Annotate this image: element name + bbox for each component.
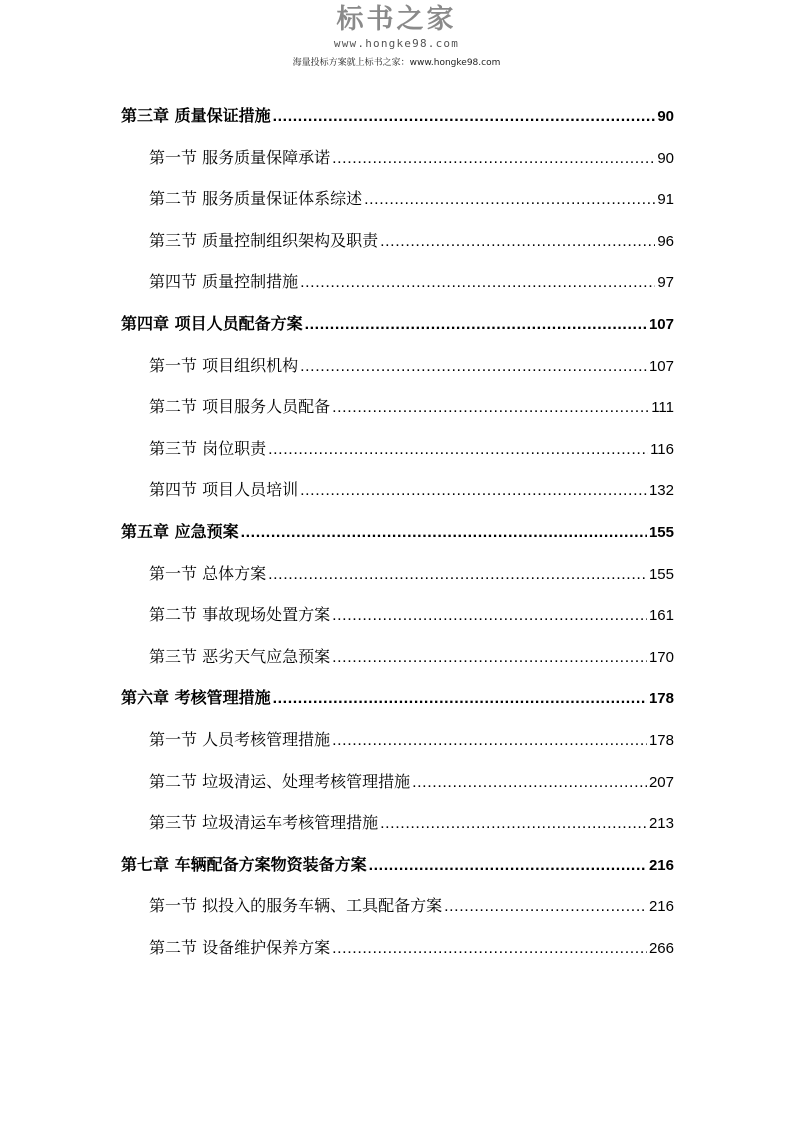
toc-dot-leader: [300, 475, 647, 507]
toc-page-number: 155: [648, 523, 674, 541]
header-tagline: 海量投标方案就上标书之家：www.hongke98.com: [292, 58, 501, 68]
toc-entry-title: 第一节 服务质量保障承诺: [149, 147, 331, 167]
toc-entry-title: 第四节 项目人员培训: [149, 480, 299, 500]
toc-chapter-entry[interactable]: [121, 682, 674, 724]
toc-page-number: 111: [651, 399, 674, 417]
toc-entry-title: 第三章 质量保证措施: [121, 106, 271, 125]
toc-entry-title: 第二节 事故现场处置方案: [149, 605, 331, 625]
toc-dot-leader: [273, 101, 656, 133]
toc-dot-leader: [305, 309, 647, 341]
toc-section-entry[interactable]: [121, 558, 674, 600]
toc-page-number: 155: [648, 565, 674, 583]
toc-dot-leader: [444, 891, 647, 923]
toc-dot-leader: [241, 517, 647, 549]
toc-dot-leader: [380, 808, 647, 840]
toc-chapter-entry[interactable]: [121, 308, 674, 350]
toc-dot-leader: [268, 434, 648, 466]
toc-section-entry[interactable]: [121, 266, 674, 308]
toc-page-number: 107: [648, 315, 674, 333]
toc-dot-leader: [369, 850, 647, 882]
toc-page-number: 97: [657, 274, 674, 292]
toc-section-entry[interactable]: [121, 766, 674, 808]
toc-page-number: 90: [657, 149, 674, 167]
toc-entry-title: 第七章 车辆配备方案物资装备方案: [121, 854, 367, 874]
toc-dot-leader: [412, 767, 647, 799]
toc-dot-leader: [364, 184, 655, 216]
toc-entry-title: 第五章 应急预案: [121, 521, 239, 541]
toc-dot-leader: [268, 559, 647, 591]
toc-entry-title: 第一节 人员考核管理措施: [149, 729, 331, 749]
toc-entry-title: 第六章 考核管理措施: [121, 688, 271, 708]
toc-page-number: 132: [648, 482, 674, 500]
toc-section-entry[interactable]: [121, 474, 674, 516]
toc-page-number: 170: [648, 648, 674, 666]
toc-section-entry[interactable]: [121, 932, 674, 974]
toc-section-entry[interactable]: [121, 142, 674, 184]
toc-dot-leader: [300, 267, 655, 299]
toc-entry-title: 第二节 垃圾清运、处理考核管理措施: [149, 771, 411, 791]
toc-page-number: 266: [648, 939, 674, 957]
toc-entry-title: 第一节 拟投入的服务车辆、工具配备方案: [149, 896, 443, 916]
toc-dot-leader: [332, 933, 647, 965]
toc-section-entry[interactable]: [121, 350, 674, 392]
toc-entry-title: 第二节 项目服务人员配备: [149, 397, 331, 417]
toc-section-entry[interactable]: [121, 890, 674, 932]
toc-section-entry[interactable]: [121, 641, 674, 683]
toc-page-number: 178: [648, 731, 674, 749]
toc-page-number: 107: [648, 357, 674, 375]
toc-entry-title: 第三节 岗位职责: [149, 438, 267, 458]
toc-page-number: 216: [648, 856, 674, 874]
toc-dot-leader: [332, 600, 647, 632]
toc-page-number: 161: [648, 607, 674, 625]
toc-page-number: 216: [648, 898, 674, 916]
brand-site-url: www.hongke98.com: [333, 37, 460, 50]
toc-dot-leader: [300, 351, 647, 383]
toc-page-number: 207: [648, 773, 674, 791]
table-of-contents: [121, 100, 674, 973]
toc-entry-title: 第一节 总体方案: [149, 563, 267, 583]
toc-entry-title: 第三节 质量控制组织架构及职责: [149, 230, 379, 250]
toc-section-entry[interactable]: [121, 433, 674, 475]
toc-section-entry[interactable]: [121, 807, 674, 849]
toc-page-number: 116: [650, 440, 674, 458]
toc-section-entry[interactable]: [121, 391, 674, 433]
toc-section-entry[interactable]: [121, 183, 674, 225]
page-header: [0, 0, 793, 80]
toc-entry-title: 第二节 设备维护保养方案: [149, 937, 331, 957]
toc-chapter-entry[interactable]: [121, 516, 674, 558]
brand-logo: 标书之家: [336, 4, 457, 35]
toc-entry-title: 第二节 服务质量保证体系综述: [149, 189, 363, 209]
toc-dot-leader: [332, 725, 647, 757]
toc-dot-leader: [332, 143, 655, 175]
toc-section-entry[interactable]: [121, 599, 674, 641]
toc-page-number: 213: [648, 815, 674, 833]
toc-entry-title: 第一节 项目组织机构: [149, 355, 299, 375]
toc-entry-title: 第三节 垃圾清运车考核管理措施: [149, 813, 379, 833]
toc-entry-title: 第三节 恶劣天气应急预案: [149, 646, 331, 666]
toc-dot-leader: [332, 642, 647, 674]
toc-chapter-entry[interactable]: [121, 849, 674, 891]
toc-dot-leader: [332, 392, 649, 424]
toc-entry-title: 第四章 项目人员配备方案: [121, 313, 303, 333]
toc-page-number: 90: [657, 108, 674, 125]
toc-page-number: 96: [657, 232, 674, 250]
toc-page-number: 91: [657, 191, 674, 209]
toc-entry-title: 第四节 质量控制措施: [149, 272, 299, 292]
toc-page-number: 178: [648, 690, 674, 708]
toc-chapter-entry[interactable]: [121, 100, 674, 142]
toc-section-entry[interactable]: [121, 724, 674, 766]
toc-dot-leader: [380, 226, 655, 258]
toc-section-entry[interactable]: [121, 225, 674, 267]
toc-dot-leader: [273, 683, 647, 715]
